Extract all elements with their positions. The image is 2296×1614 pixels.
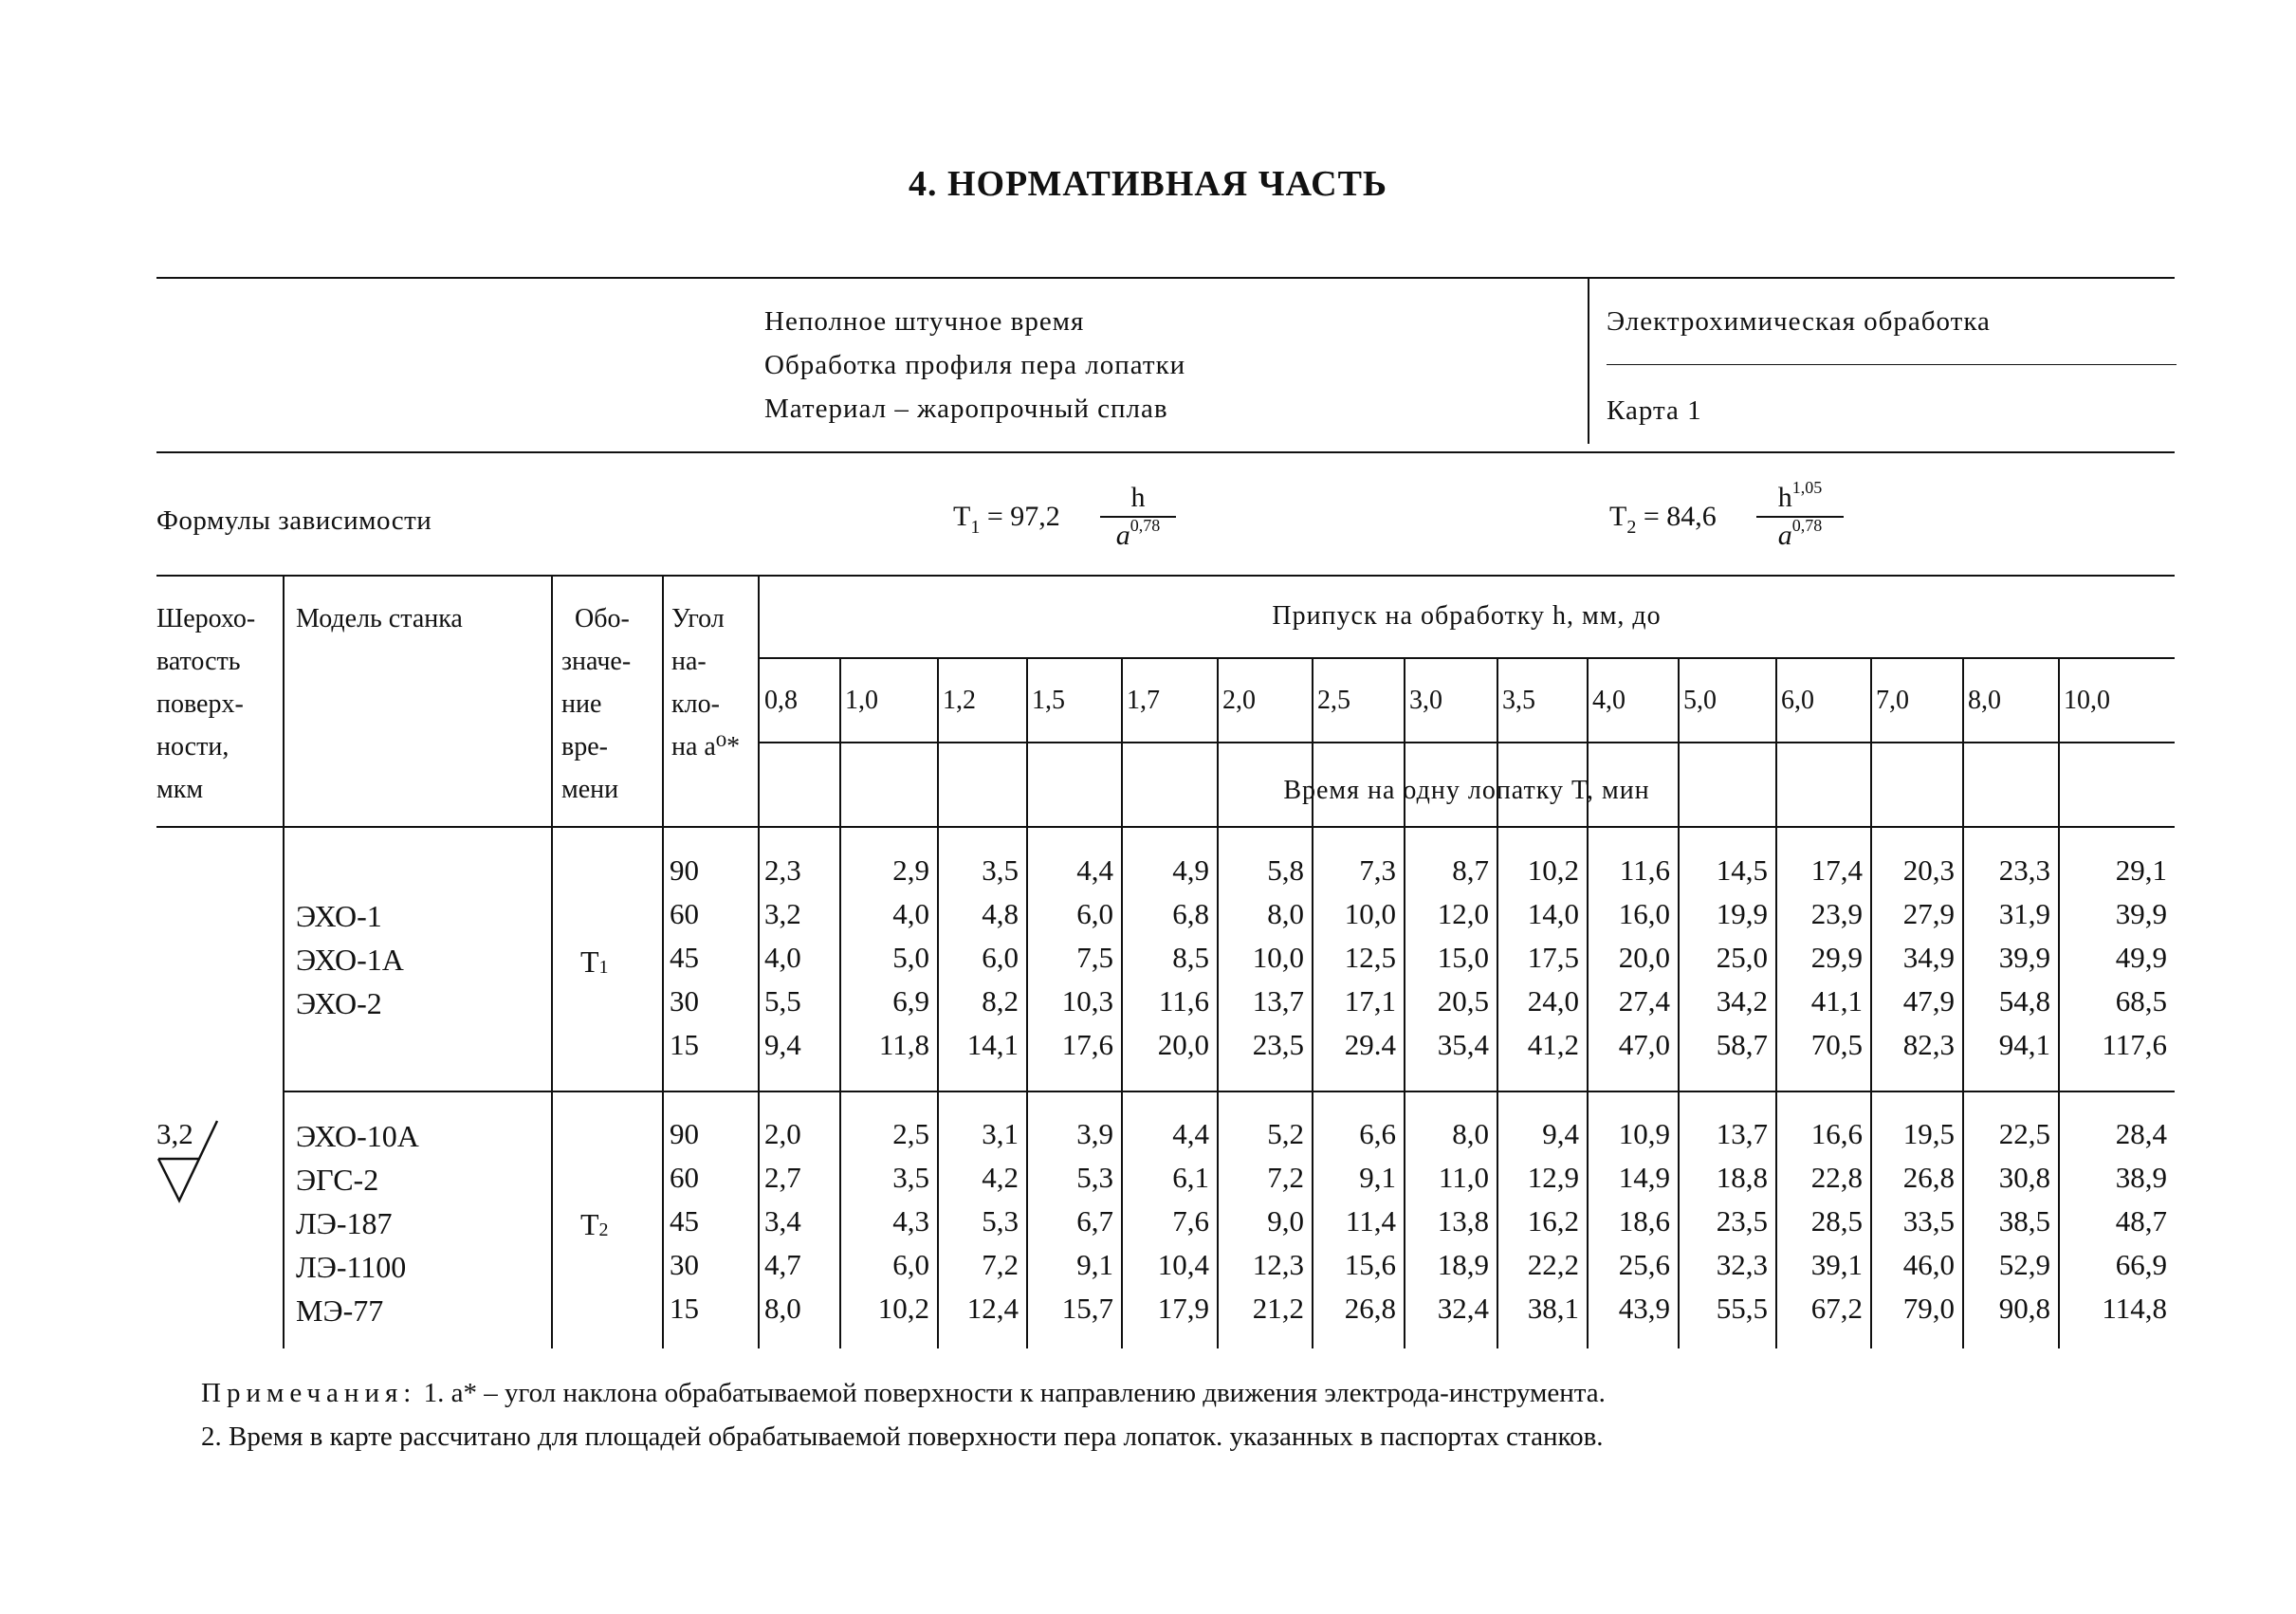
time-value-cell: 13,8 (1437, 1204, 1489, 1238)
time-value-cell: 29.4 (1344, 1028, 1396, 1061)
time-value-cell: 4,4 (1076, 853, 1113, 887)
allowance-header-cell: 1,0 (845, 686, 878, 715)
header-designation-l1: Обо- (575, 604, 630, 633)
formula-t1-symbol: T (953, 501, 971, 532)
allowance-header-cell: 8,0 (1968, 686, 2001, 715)
header-allowance-title: Припуск на обработку h, мм, до (1272, 601, 1662, 631)
time-value-cell: 38,9 (2115, 1161, 2167, 1194)
time-value-cell: 12,9 (1527, 1161, 1579, 1194)
time-value-cell: 12,5 (1344, 941, 1396, 974)
allowance-header-cell: 1,7 (1127, 686, 1160, 715)
time-value-cell: 26,8 (1344, 1292, 1396, 1325)
time-value-cell: 11,6 (1619, 853, 1670, 887)
time-value-cell: 3,5 (892, 1161, 929, 1194)
time-value-cell: 9,1 (1359, 1161, 1396, 1194)
time-value-cell: 117,6 (2102, 1028, 2167, 1061)
time-value-cell: 10,0 (1252, 941, 1304, 974)
time-value-cell: 10,9 (1618, 1117, 1670, 1150)
model-name: МЭ-77 (296, 1293, 384, 1328)
time-value-cell: 25,0 (1716, 941, 1768, 974)
time-value-cell: 4,9 (1172, 853, 1209, 887)
note-1-text: 1. a* – угол наклона обрабатываемой поверхности к направлению движения электрода-инструмента. (423, 1378, 1606, 1408)
time-value-cell: 31,9 (1998, 897, 2050, 930)
time-value-cell: 15,6 (1344, 1248, 1396, 1281)
time-value-cell: 5,2 (1267, 1117, 1304, 1150)
notes-label: Примечания: (201, 1378, 417, 1408)
col-rule-designation (662, 575, 664, 1348)
time-value-cell: 7,6 (1172, 1204, 1209, 1238)
time-value-cell: 6,7 (1076, 1204, 1113, 1238)
time-value-cell: 4,4 (1172, 1117, 1209, 1150)
time-value-cell: 32,3 (1716, 1248, 1768, 1281)
time-value-cell: 7,2 (982, 1248, 1019, 1281)
header-roughness (156, 597, 255, 811)
time-value-cell: 15,0 (1437, 941, 1489, 974)
angle-cell: 60 (670, 897, 699, 930)
time-value-cell: 16,2 (1527, 1204, 1579, 1238)
formula-t1-denominator: $a^{0,78}$ (1115, 516, 1161, 551)
formula-t1-fraction (1100, 482, 1176, 552)
header-angle-l3: кло- (671, 689, 720, 719)
col-rule-angle (758, 575, 760, 1348)
time-value-cell: 19,5 (1902, 1117, 1955, 1150)
time-value-cell: 38,1 (1527, 1292, 1579, 1325)
time-value-cell: 4,3 (892, 1204, 929, 1238)
allowance-header-cell: 3,5 (1502, 686, 1535, 715)
time-value-cell: 12,4 (966, 1292, 1019, 1325)
header-roughness-l2: ватость (156, 647, 241, 676)
table-top-rule (156, 575, 2175, 577)
angle-cell: 15 (670, 1292, 699, 1325)
model-name: ЛЭ-1100 (296, 1250, 407, 1284)
angle-cell: 45 (670, 941, 699, 974)
header-divider (1588, 279, 1589, 444)
model-name: ЛЭ-187 (296, 1206, 393, 1240)
col-rule-model (551, 575, 553, 1348)
time-value-cell: 23,3 (1998, 853, 2050, 887)
time-value-cell: 55,5 (1716, 1292, 1768, 1325)
time-value-cell: 6,8 (1172, 897, 1209, 930)
time-value-cell: 5,3 (1076, 1161, 1113, 1194)
time-value-cell: 8,0 (764, 1292, 801, 1325)
header-line-2: Обработка профиля пера лопатки (764, 350, 1186, 380)
angle-cell: 30 (670, 1248, 699, 1281)
header-right-bottom: Карта 1 (1607, 395, 1702, 426)
time-value-cell: 49,9 (2115, 941, 2167, 974)
time-value-cell: 9,0 (1267, 1204, 1304, 1238)
time-value-cell: 67,2 (1810, 1292, 1863, 1325)
time-value-cell: 14,1 (966, 1028, 1019, 1061)
time-value-cell: 24,0 (1527, 984, 1579, 1018)
allowance-header-cell: 2,0 (1222, 686, 1256, 715)
time-value-cell: 14,5 (1716, 853, 1768, 887)
model-name: ЭХО-1 (296, 899, 382, 933)
time-value-cell: 47,0 (1618, 1028, 1670, 1061)
time-value-cell: 66,9 (2115, 1248, 2167, 1281)
formula-t2-symbol: T (1609, 501, 1627, 532)
allowance-header-cell: 4,0 (1592, 686, 1626, 715)
formula-t1-sub: 1 (970, 517, 981, 538)
time-value-cell: 29,1 (2115, 853, 2167, 887)
time-value-cell: 35,4 (1437, 1028, 1489, 1061)
time-value-cell: 6,1 (1172, 1161, 1209, 1194)
roughness-symbol-icon (156, 1117, 223, 1204)
header-roughness-l1: Шерохо- (156, 604, 256, 633)
time-value-cell: 2,9 (892, 853, 929, 887)
time-value-cell: 52,9 (1998, 1248, 2050, 1281)
model-name: ЭГС-2 (296, 1163, 379, 1197)
time-value-cell: 10,0 (1344, 897, 1396, 930)
time-value-cell: 7,5 (1076, 941, 1113, 974)
group-separator-rule (283, 1091, 2175, 1092)
note-1 (201, 1378, 1606, 1409)
header-line-1: Неполное штучное время (764, 306, 1085, 337)
time-value-cell: 79,0 (1902, 1292, 1955, 1325)
time-value-cell: 17,5 (1527, 941, 1579, 974)
time-value-cell: 47,9 (1902, 984, 1955, 1018)
time-value-cell: 9,4 (1542, 1117, 1579, 1150)
col-rule-roughness (283, 575, 285, 1348)
time-value-cell: 20,3 (1902, 853, 1955, 887)
header-designation-l5: мени (561, 775, 619, 804)
time-value-cell: 2,0 (764, 1117, 801, 1150)
formula-t1-numerator: h (1100, 482, 1176, 518)
time-value-cell: 17,4 (1810, 853, 1863, 887)
header-line-3: Материал – жаропрочный сплав (764, 394, 1168, 424)
angle-cell: 60 (670, 1161, 699, 1194)
header-right-top: Электрохимическая обработка (1607, 306, 1991, 337)
time-value-cell: 4,2 (982, 1161, 1019, 1194)
time-value-cell: 14,9 (1618, 1161, 1670, 1194)
allowance-header-cell: 5,0 (1683, 686, 1717, 715)
time-value-cell: 16,6 (1810, 1117, 1863, 1150)
time-value-cell: 16,0 (1618, 897, 1670, 930)
time-value-cell: 114,8 (2102, 1292, 2167, 1325)
header-designation-l4: вре- (561, 732, 608, 761)
time-value-cell: 39,9 (2115, 897, 2167, 930)
time-value-cell: 13,7 (1716, 1117, 1768, 1150)
time-value-cell: 94,1 (1998, 1028, 2050, 1061)
time-value-cell: 7,2 (1267, 1161, 1304, 1194)
formula-t2-denominator: $a^{0,78}$ (1777, 516, 1823, 551)
time-value-cell: 6,0 (892, 1248, 929, 1281)
time-value-cell: 8,5 (1172, 941, 1209, 974)
time-value-cell: 17,9 (1157, 1292, 1209, 1325)
formula-t2-numerator: $h^{1,05}$ (1756, 482, 1844, 518)
time-value-cell: 7,3 (1359, 853, 1396, 887)
allowance-header-cell: 6,0 (1781, 686, 1814, 715)
time-value-cell: 28,4 (2115, 1117, 2167, 1150)
time-value-cell: 3,4 (764, 1204, 801, 1238)
header-designation (561, 597, 631, 811)
time-value-cell: 20,0 (1157, 1028, 1209, 1061)
time-value-cell: 8,0 (1267, 897, 1304, 930)
allowance-header-cell: 1,2 (943, 686, 976, 715)
time-value-cell: 5,3 (982, 1204, 1019, 1238)
note-2: 2. Время в карте рассчитано для площадей обрабатываемой поверхности пера лопаток. указанных в паспортах станков. (201, 1421, 1604, 1452)
header-angle-l1: Угол (671, 604, 725, 633)
time-value-cell: 32,4 (1437, 1292, 1489, 1325)
angle-cell: 90 (670, 853, 699, 887)
time-value-cell: 10,2 (1527, 853, 1579, 887)
time-value-cell: 18,6 (1618, 1204, 1670, 1238)
group1-models (296, 894, 404, 1025)
header-roughness-l3: поверх- (156, 689, 244, 719)
model-name: ЭХО-2 (296, 986, 382, 1020)
formula-t2-fraction (1756, 478, 1844, 552)
time-value-cell: 48,7 (2115, 1204, 2167, 1238)
header-right-rule (1607, 364, 2177, 365)
angle-cell: 45 (670, 1204, 699, 1238)
time-value-cell: 10,3 (1061, 984, 1113, 1018)
time-value-cell: 30,8 (1998, 1161, 2050, 1194)
time-value-cell: 82,3 (1902, 1028, 1955, 1061)
time-value-cell: 4,0 (892, 897, 929, 930)
header-roughness-l4: ности, (156, 732, 230, 761)
time-value-cell: 23,5 (1252, 1028, 1304, 1061)
formula-t2-lhs (1609, 501, 1717, 538)
time-value-cell: 18,8 (1716, 1161, 1768, 1194)
formula-t2-coef: = 84,6 (1643, 501, 1717, 532)
time-value-cell: 90,8 (1998, 1292, 2050, 1325)
time-value-cell: 6,0 (982, 941, 1019, 974)
formulas-label: Формулы зависимости (156, 505, 432, 536)
time-value-cell: 19,9 (1716, 897, 1768, 930)
time-value-cell: 12,0 (1437, 897, 1489, 930)
time-value-cell: 6,6 (1359, 1117, 1396, 1150)
time-value-cell: 46,0 (1902, 1248, 1955, 1281)
time-value-cell: 41,2 (1527, 1028, 1579, 1061)
time-value-cell: 39,9 (1998, 941, 2050, 974)
time-value-cell: 70,5 (1810, 1028, 1863, 1061)
time-value-cell: 8,2 (982, 984, 1019, 1018)
allowance-header-cell: 2,5 (1317, 686, 1350, 715)
time-value-cell: 25,6 (1618, 1248, 1670, 1281)
header-angle (671, 597, 740, 768)
header-top-rule (156, 277, 2175, 279)
time-value-cell: 11,8 (878, 1028, 929, 1061)
allowance-header-cell: 0,8 (764, 686, 798, 715)
time-value-cell: 4,7 (764, 1248, 801, 1281)
time-value-cell: 22,2 (1527, 1248, 1579, 1281)
model-name: ЭХО-10А (296, 1119, 419, 1153)
time-value-cell: 3,5 (982, 853, 1019, 887)
time-value-cell: 12,3 (1252, 1248, 1304, 1281)
time-value-cell: 3,1 (982, 1117, 1019, 1150)
page-title: 4. НОРМАТИВНАЯ ЧАСТЬ (908, 164, 1388, 204)
allowance-header-cell: 7,0 (1876, 686, 1909, 715)
time-value-cell: 4,0 (764, 941, 801, 974)
time-value-cell: 27,9 (1902, 897, 1955, 930)
time-value-cell: 9,4 (764, 1028, 801, 1061)
time-value-cell: 5,0 (892, 941, 929, 974)
roughness-value: 3,2 (156, 1117, 193, 1150)
allowance-header-cell: 3,0 (1409, 686, 1442, 715)
time-value-cell: 8,0 (1452, 1117, 1489, 1150)
time-value-cell: 6,9 (892, 984, 929, 1018)
time-value-cell: 8,7 (1452, 853, 1489, 887)
allowance-header-cell: 1,5 (1032, 686, 1065, 715)
time-value-cell: 43,9 (1618, 1292, 1670, 1325)
time-value-cell: 28,5 (1810, 1204, 1863, 1238)
angle-cell: 15 (670, 1028, 699, 1061)
time-value-cell: 38,5 (1998, 1204, 2050, 1238)
time-value-cell: 9,1 (1076, 1248, 1113, 1281)
time-value-cell: 33,5 (1902, 1204, 1955, 1238)
formula-t1-lhs (953, 501, 1060, 538)
time-value-cell: 21,2 (1252, 1292, 1304, 1325)
time-value-cell: 4,8 (982, 897, 1019, 930)
time-value-cell: 14,0 (1527, 897, 1579, 930)
time-value-cell: 41,1 (1810, 984, 1863, 1018)
time-value-cell: 5,8 (1267, 853, 1304, 887)
time-value-cell: 22,5 (1998, 1117, 2050, 1150)
header-designation-l2: значе- (561, 647, 632, 676)
time-value-cell: 11,0 (1438, 1161, 1489, 1194)
time-value-cell: 23,9 (1810, 897, 1863, 930)
time-value-cell: 39,1 (1810, 1248, 1863, 1281)
group1-designation: T1 (580, 945, 609, 979)
time-value-cell: 20,0 (1618, 941, 1670, 974)
time-value-cell: 10,2 (877, 1292, 929, 1325)
time-value-cell: 23,5 (1716, 1204, 1768, 1238)
time-value-cell: 17,1 (1344, 984, 1396, 1018)
time-value-cell: 10,4 (1157, 1248, 1209, 1281)
header-bottom-rule (156, 451, 2175, 453)
time-value-cell: 5,5 (764, 984, 801, 1018)
time-value-cell: 68,5 (2115, 984, 2167, 1018)
time-value-cell: 15,7 (1061, 1292, 1113, 1325)
time-value-cell: 26,8 (1902, 1161, 1955, 1194)
time-value-cell: 6,0 (1076, 897, 1113, 930)
time-value-cell: 2,3 (764, 853, 801, 887)
time-value-cell: 17,6 (1061, 1028, 1113, 1061)
angle-cell: 30 (670, 984, 699, 1018)
group2-designation: T2 (580, 1207, 609, 1241)
formula-t1-coef: = 97,2 (986, 501, 1060, 532)
model-name: ЭХО-1А (296, 943, 404, 977)
time-value-cell: 3,9 (1076, 1117, 1113, 1150)
formula-t2-sub: 2 (1626, 517, 1637, 538)
group2-models (296, 1114, 419, 1332)
time-value-cell: 54,8 (1998, 984, 2050, 1018)
header-time-title: Время на одну лопатку T, мин (1283, 776, 1650, 805)
time-value-cell: 2,7 (764, 1161, 801, 1194)
time-value-cell: 29,9 (1810, 941, 1863, 974)
angle-cell: 90 (670, 1117, 699, 1150)
time-value-cell: 27,4 (1618, 984, 1670, 1018)
time-value-cell: 2,5 (892, 1117, 929, 1150)
allowance-header-cell: 10,0 (2064, 686, 2110, 715)
time-value-cell: 11,6 (1158, 984, 1209, 1018)
header-model: Модель станка (296, 604, 463, 633)
time-value-cell: 20,5 (1437, 984, 1489, 1018)
time-value-cell: 22,8 (1810, 1161, 1863, 1194)
header-designation-l3: ние (561, 689, 602, 719)
header-roughness-l5: мкм (156, 775, 204, 804)
time-value-cell: 34,9 (1902, 941, 1955, 974)
time-value-cell: 13,7 (1252, 984, 1304, 1018)
time-value-cell: 11,4 (1345, 1204, 1396, 1238)
time-value-cell: 18,9 (1437, 1248, 1489, 1281)
header-angle-l4: на a⁰* (671, 732, 741, 761)
time-value-cell: 34,2 (1716, 984, 1768, 1018)
header-angle-l2: на- (671, 647, 707, 676)
time-value-cell: 58,7 (1716, 1028, 1768, 1061)
time-value-cell: 3,2 (764, 897, 801, 930)
